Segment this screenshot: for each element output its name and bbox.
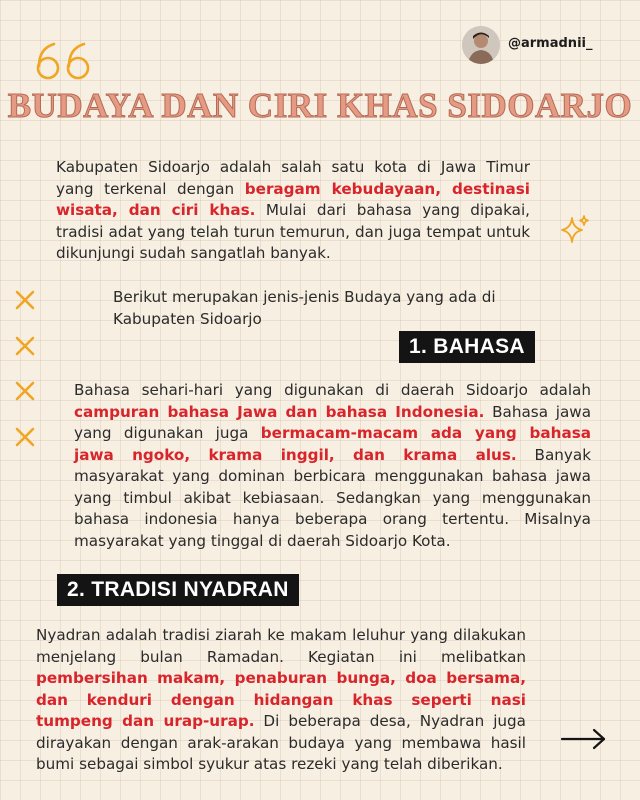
bahasa-highlight-2: bermacam-macam ada yang bahasa jawa ngoko, krama inggil, dan krama alus. (74, 424, 591, 464)
x-mark-icon (14, 426, 36, 448)
x-mark-icon (14, 380, 36, 402)
avatar[interactable] (462, 26, 500, 64)
bahasa-text-2: Bahasa jawa yang digunakan juga (74, 402, 591, 442)
nyadran-text-1: Nyadran adalah tradisi ziarah ke makam leluhur yang dilakukan menjelang bulan Ramadan. Kegiatan ini melibatkan (36, 626, 526, 666)
sparkle-icon (560, 214, 590, 244)
bahasa-text-3: Banyak masyarakat yang dominan berbicara menggunakan bahasa jawa yang timbul akibat kebiasaan. Sedangkan yang menggunakan bahasa indonesia hanya beberapa orang tertentu. Misalnya masyarakat yang tinggal di daerah Sidoarjo Kota. (74, 445, 591, 550)
x-mark-icon (14, 335, 36, 357)
subheading: Berikut merupakan jenis-jenis Budaya yang ada di Kabupaten Sidoarjo (113, 288, 496, 328)
avatar-image (462, 26, 500, 64)
intro-text-2: Mulai dari bahasa yang dipakai, tradisi adat yang telah turun temurun, dan juga tempat untuk dikunjungi sudah sangatlah banyak. (56, 201, 530, 262)
section-label-nyadran: 2. TRADISI NYADRAN (57, 574, 299, 606)
page-title: BUDAYA DAN CIRI KHAS SIDOARJO (7, 86, 633, 125)
intro-paragraph (56, 157, 530, 265)
section-label-bahasa: 1. BAHASA (399, 331, 535, 363)
nyadran-text-2: Di beberapa desa, Nyadran juga dirayakan dengan arak-arakan budaya yang membawa hasil bumi sebagai simbol syukur atas rezeki yang telah diberikan. (36, 712, 526, 773)
bahasa-text-1: Bahasa sehari-hari yang digunakan di daerah Sidoarjo adalah (74, 381, 591, 399)
arrow-right-icon[interactable] (560, 727, 608, 751)
profile-handle[interactable]: @armadnii_ (508, 36, 593, 51)
bahasa-highlight-1: campuran bahasa Jawa dan bahasa Indonesia. (74, 402, 485, 421)
intro-text-1: Kabupaten Sidoarjo adalah salah satu kota di Jawa Timur yang terkenal dengan (56, 158, 530, 198)
nyadran-paragraph (36, 625, 526, 776)
nyadran-highlight: pembersihan makam, penaburan bunga, doa bersama, dan kenduri dengan hidangan khas seperti nasi tumpeng dan urap-urap. (36, 669, 526, 730)
quote-icon (34, 40, 96, 84)
intro-highlight: beragam kebudayaan, destinasi wisata, dan ciri khas. (56, 179, 530, 219)
x-mark-icon (14, 289, 36, 311)
bahasa-paragraph (74, 380, 591, 552)
